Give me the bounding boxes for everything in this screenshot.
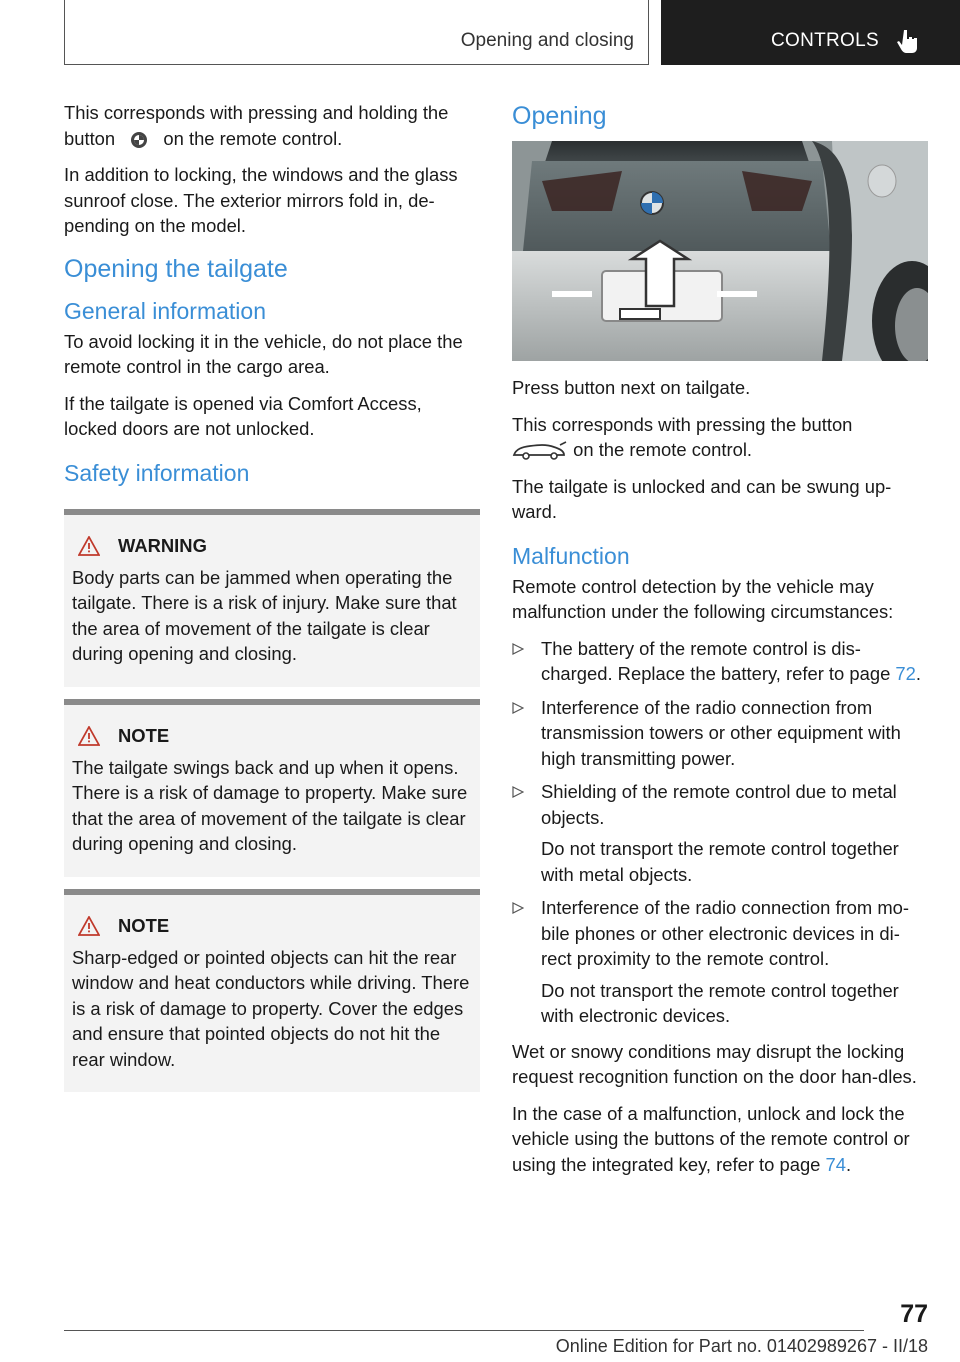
text-fragment: on the remote control.: [163, 127, 343, 149]
paragraph-wet-conditions: Wet or snowy conditions may disrupt the locking request recognition function on the door han-dles.: [512, 1040, 917, 1087]
malfunction-list: [512, 636, 928, 1029]
right-column: [512, 100, 928, 1188]
notice-text: Sharp-edged or pointed objects can hit the rear window and heat conductors while driving. There is a risk of damage to property. Cover the edges and ensure that pointed objects do not hit the rear window.: [72, 946, 470, 1070]
heading-opening-tailgate: Opening the tailgate: [64, 254, 288, 283]
bullet-triangle-icon: [512, 786, 524, 798]
header-rule: [64, 64, 648, 65]
notice-text: The tailgate swings back and up when it opens. There is a risk of damage to property. Make sure that the area of movement of the tailgate is clear during opening and closing.: [72, 756, 468, 854]
notice-title: NOTE: [118, 724, 170, 746]
page-link-72[interactable]: 72: [895, 663, 916, 684]
paragraph-detection: Remote control detection by the vehicle may malfunction under the following circumstances:: [512, 575, 894, 622]
bullet-triangle-icon: [512, 902, 524, 914]
list-subparagraph: Do not transport the remote control together with metal objects.: [541, 838, 899, 885]
notice-note-sharp-objects: [64, 889, 480, 1093]
text-fragment: The battery of the remote control is dis-charged. Replace the battery, refer to page: [541, 637, 891, 684]
text-fragment: Interference of the radio connection from transmission towers or other equipment with high transmitting power.: [541, 696, 901, 769]
edition-note: Online Edition for Part no. 01402989267 - II/18: [555, 1336, 928, 1356]
footer-rule: [64, 1330, 864, 1331]
notice-title: WARNING: [118, 534, 207, 556]
list-item: [512, 695, 928, 772]
paragraph-windows-close: In addition to locking, the windows and the glass sunroof close. The exterior mirrors fold in, de-pending on the model.: [64, 164, 458, 236]
text-fragment: Interference of the radio connection from mo-bile phones or other electronic devices in di-rect proximity to the remote control.: [541, 897, 910, 969]
header-divider-left: [64, 0, 65, 65]
bullet-triangle-icon: [512, 643, 524, 655]
paragraph-malfunction-case: [512, 1101, 928, 1178]
notice-text: Body parts can be jammed when operating the tailgate. There is a risk of injury. Make sure that the area of movement of the tailgate is clear during opening and closing.: [72, 566, 457, 664]
car-tailgate-button-icon: [512, 441, 568, 461]
heading-opening: Opening: [512, 102, 607, 130]
heading-malfunction: Malfunction: [512, 542, 630, 569]
warning-triangle-icon: [78, 536, 100, 556]
notice-note-swing: [64, 699, 480, 877]
header-chapter-tab: [661, 0, 960, 65]
paragraph-press-button: Press button next on tailgate.: [512, 377, 751, 398]
paragraph-cargo-area: To avoid locking it in the vehicle, do not place the remote control in the cargo area.: [64, 330, 463, 377]
notice-warning: [64, 509, 480, 687]
header-divider-right: [648, 0, 649, 65]
warning-triangle-icon: [78, 916, 100, 936]
list-item: [512, 779, 928, 887]
notice-title: NOTE: [118, 914, 170, 936]
header-chapter-label: CONTROLS: [771, 30, 879, 51]
pointing-hand-icon: [895, 28, 921, 54]
text-fragment: This corresponds with pressing the button: [512, 413, 853, 435]
header-section-title: Opening and closing: [460, 30, 634, 51]
list-item: [512, 895, 928, 1029]
text-fragment: .: [846, 1153, 852, 1175]
left-column: [64, 100, 480, 1104]
warning-triangle-icon: [78, 726, 100, 746]
heading-safety-information: Safety information: [64, 459, 250, 486]
list-subparagraph: Do not transport the remote control together with electronic devices.: [541, 979, 899, 1026]
page-link-74[interactable]: 74: [825, 1153, 847, 1175]
paragraph-lock-button: [64, 100, 480, 151]
bmw-lock-button-icon: [120, 130, 158, 150]
bullet-triangle-icon: [512, 702, 524, 714]
text-fragment: Shielding of the remote control due to metal objects.: [541, 781, 897, 828]
page-number: 77: [900, 1300, 928, 1328]
list-item: [512, 636, 928, 687]
paragraph-tailgate-unlocked: The tailgate is unlocked and can be swung up-ward.: [512, 475, 892, 522]
heading-general-information: General information: [64, 297, 266, 324]
paragraph-tailgate-button: [512, 412, 928, 463]
text-fragment: This corresponds with pressing and holding the button: [64, 102, 449, 149]
text-fragment: on the remote control.: [573, 439, 753, 460]
text-fragment: .: [915, 663, 922, 684]
paragraph-comfort-access: If the tailgate is opened via Comfort Access, locked doors are not unlocked.: [64, 392, 422, 439]
tailgate-illustration: [512, 141, 928, 361]
text-fragment: In the case of a malfunction, unlock and lock the vehicle using the buttons of the remote control or using the integrated key, refer to page: [512, 1102, 910, 1175]
